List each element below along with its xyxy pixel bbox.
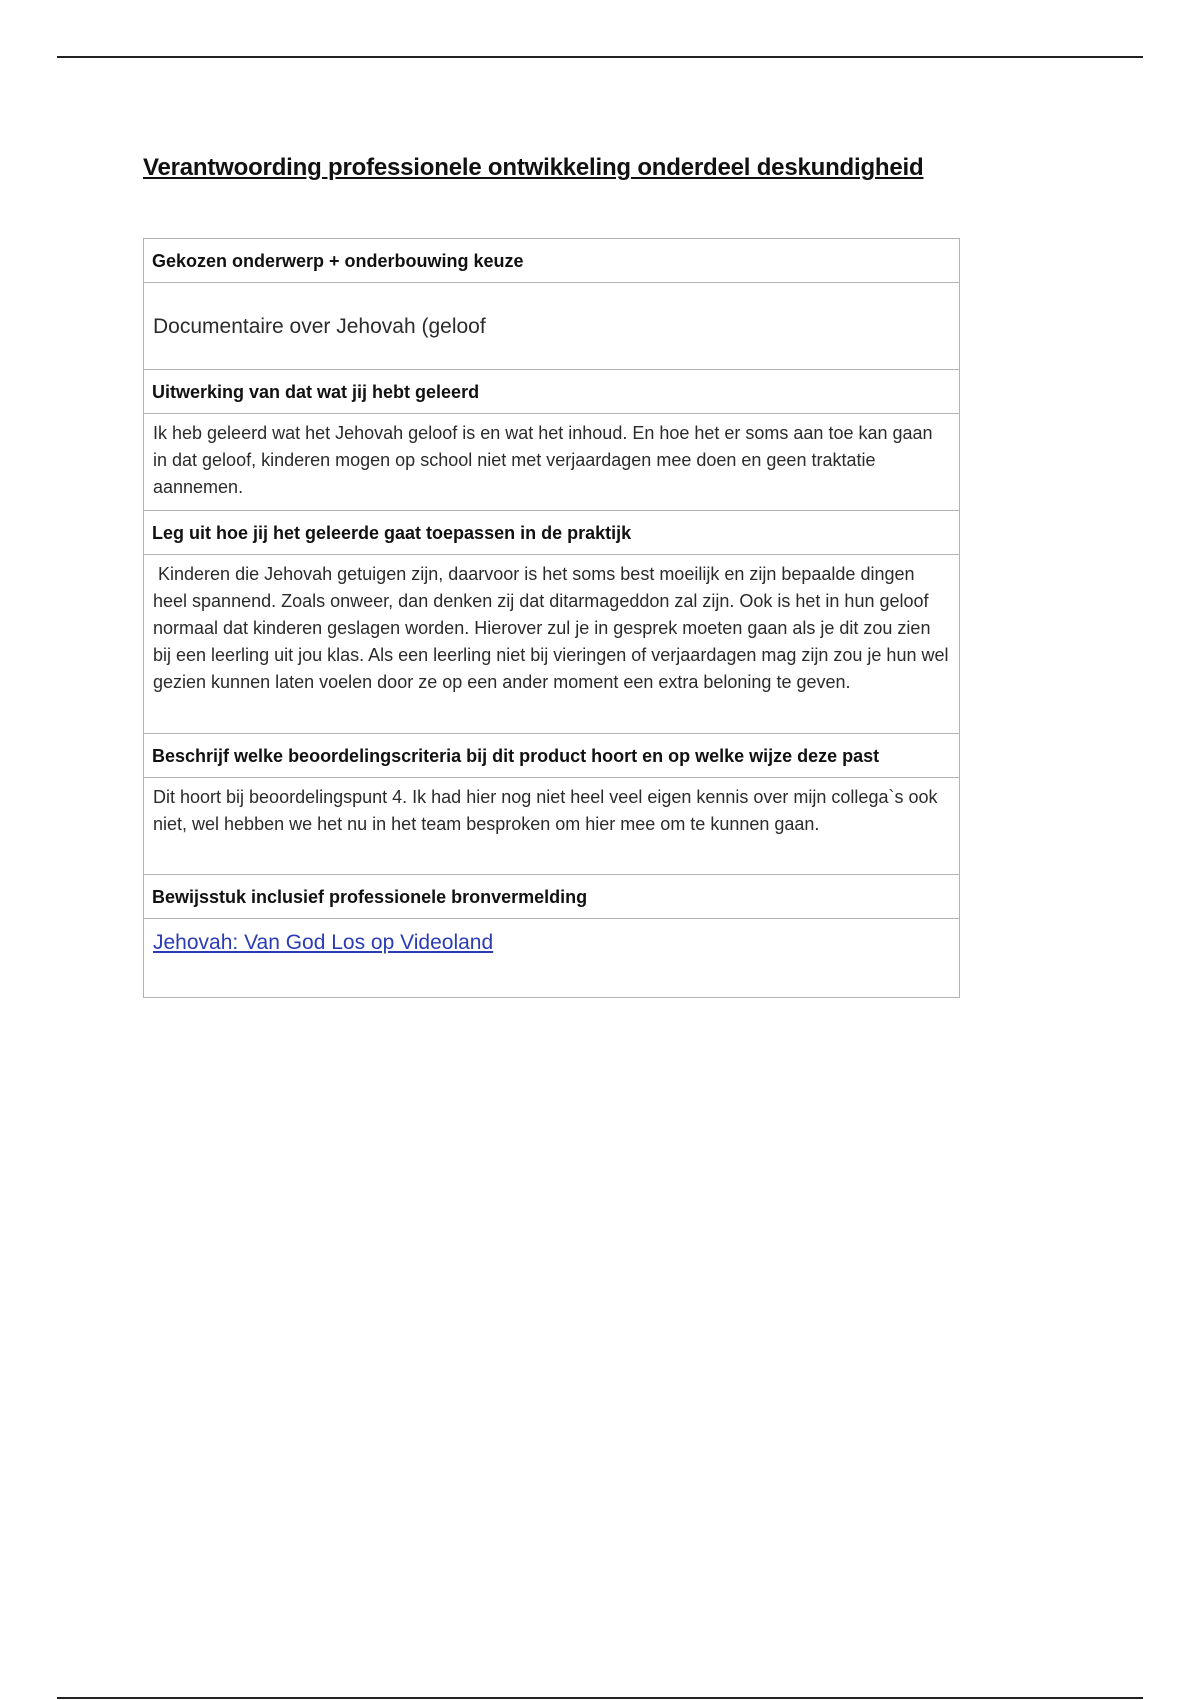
bottom-rule [57,1697,1143,1699]
apply-text: Kinderen die Jehovah getuigen zijn, daarvoor is het soms best moeilijk en zijn bepaalde dingen heel spannend. Zoals onweer, dan denken zij dat ditarmageddon zal zijn. Ook is het in hun geloof normaal dat kinderen geslagen worden. Hierover zul je in gesprek moeten gaan als je dit zou zien bij een leerling uit jou klas. Als een leerling niet bij vieringen of verjaardagen mag zijn zou je hun wel gezien kunnen laten voelen door ze op een ander moment een extra beloning te geven. [144,555,960,734]
top-rule [57,56,1143,58]
table-row [144,283,960,370]
table-row [144,734,960,778]
table-row [144,875,960,919]
apply-header: Leg uit hoe jij het geleerde gaat toepassen in de praktijk [144,511,960,555]
table-row [144,511,960,555]
learned-header: Uitwerking van dat wat jij hebt geleerd [144,370,960,414]
topic-header: Gekozen onderwerp + onderbouwing keuze [144,239,960,283]
reflection-table [143,238,960,998]
table-row [144,414,960,511]
criteria-header: Beschrijf welke beoordelingscriteria bij dit product hoort en op welke wijze deze past [144,734,960,778]
table-row [144,778,960,875]
topic-value: Documentaire over Jehovah (geloof [144,283,960,370]
table-row [144,919,960,998]
evidence-link[interactable]: Jehovah: Van God Los op Videoland [153,931,494,954]
evidence-cell [144,919,960,998]
table-row [144,370,960,414]
table-row [144,555,960,734]
table-row [144,239,960,283]
evidence-header: Bewijsstuk inclusief professionele bronvermelding [144,875,960,919]
document-title: Verantwoording professionele ontwikkeling onderdeel deskundigheid [143,154,924,181]
criteria-text: Dit hoort bij beoordelingspunt 4. Ik had hier nog niet heel veel eigen kennis over mijn collega`s ook niet, wel hebben we het nu in het team besproken om hier mee om te kunnen gaan. [144,778,960,875]
learned-text: Ik heb geleerd wat het Jehovah geloof is en wat het inhoud. En hoe het er soms aan toe kan gaan in dat geloof, kinderen mogen op school niet met verjaardagen mee doen en geen traktatie aannemen. [144,414,960,511]
